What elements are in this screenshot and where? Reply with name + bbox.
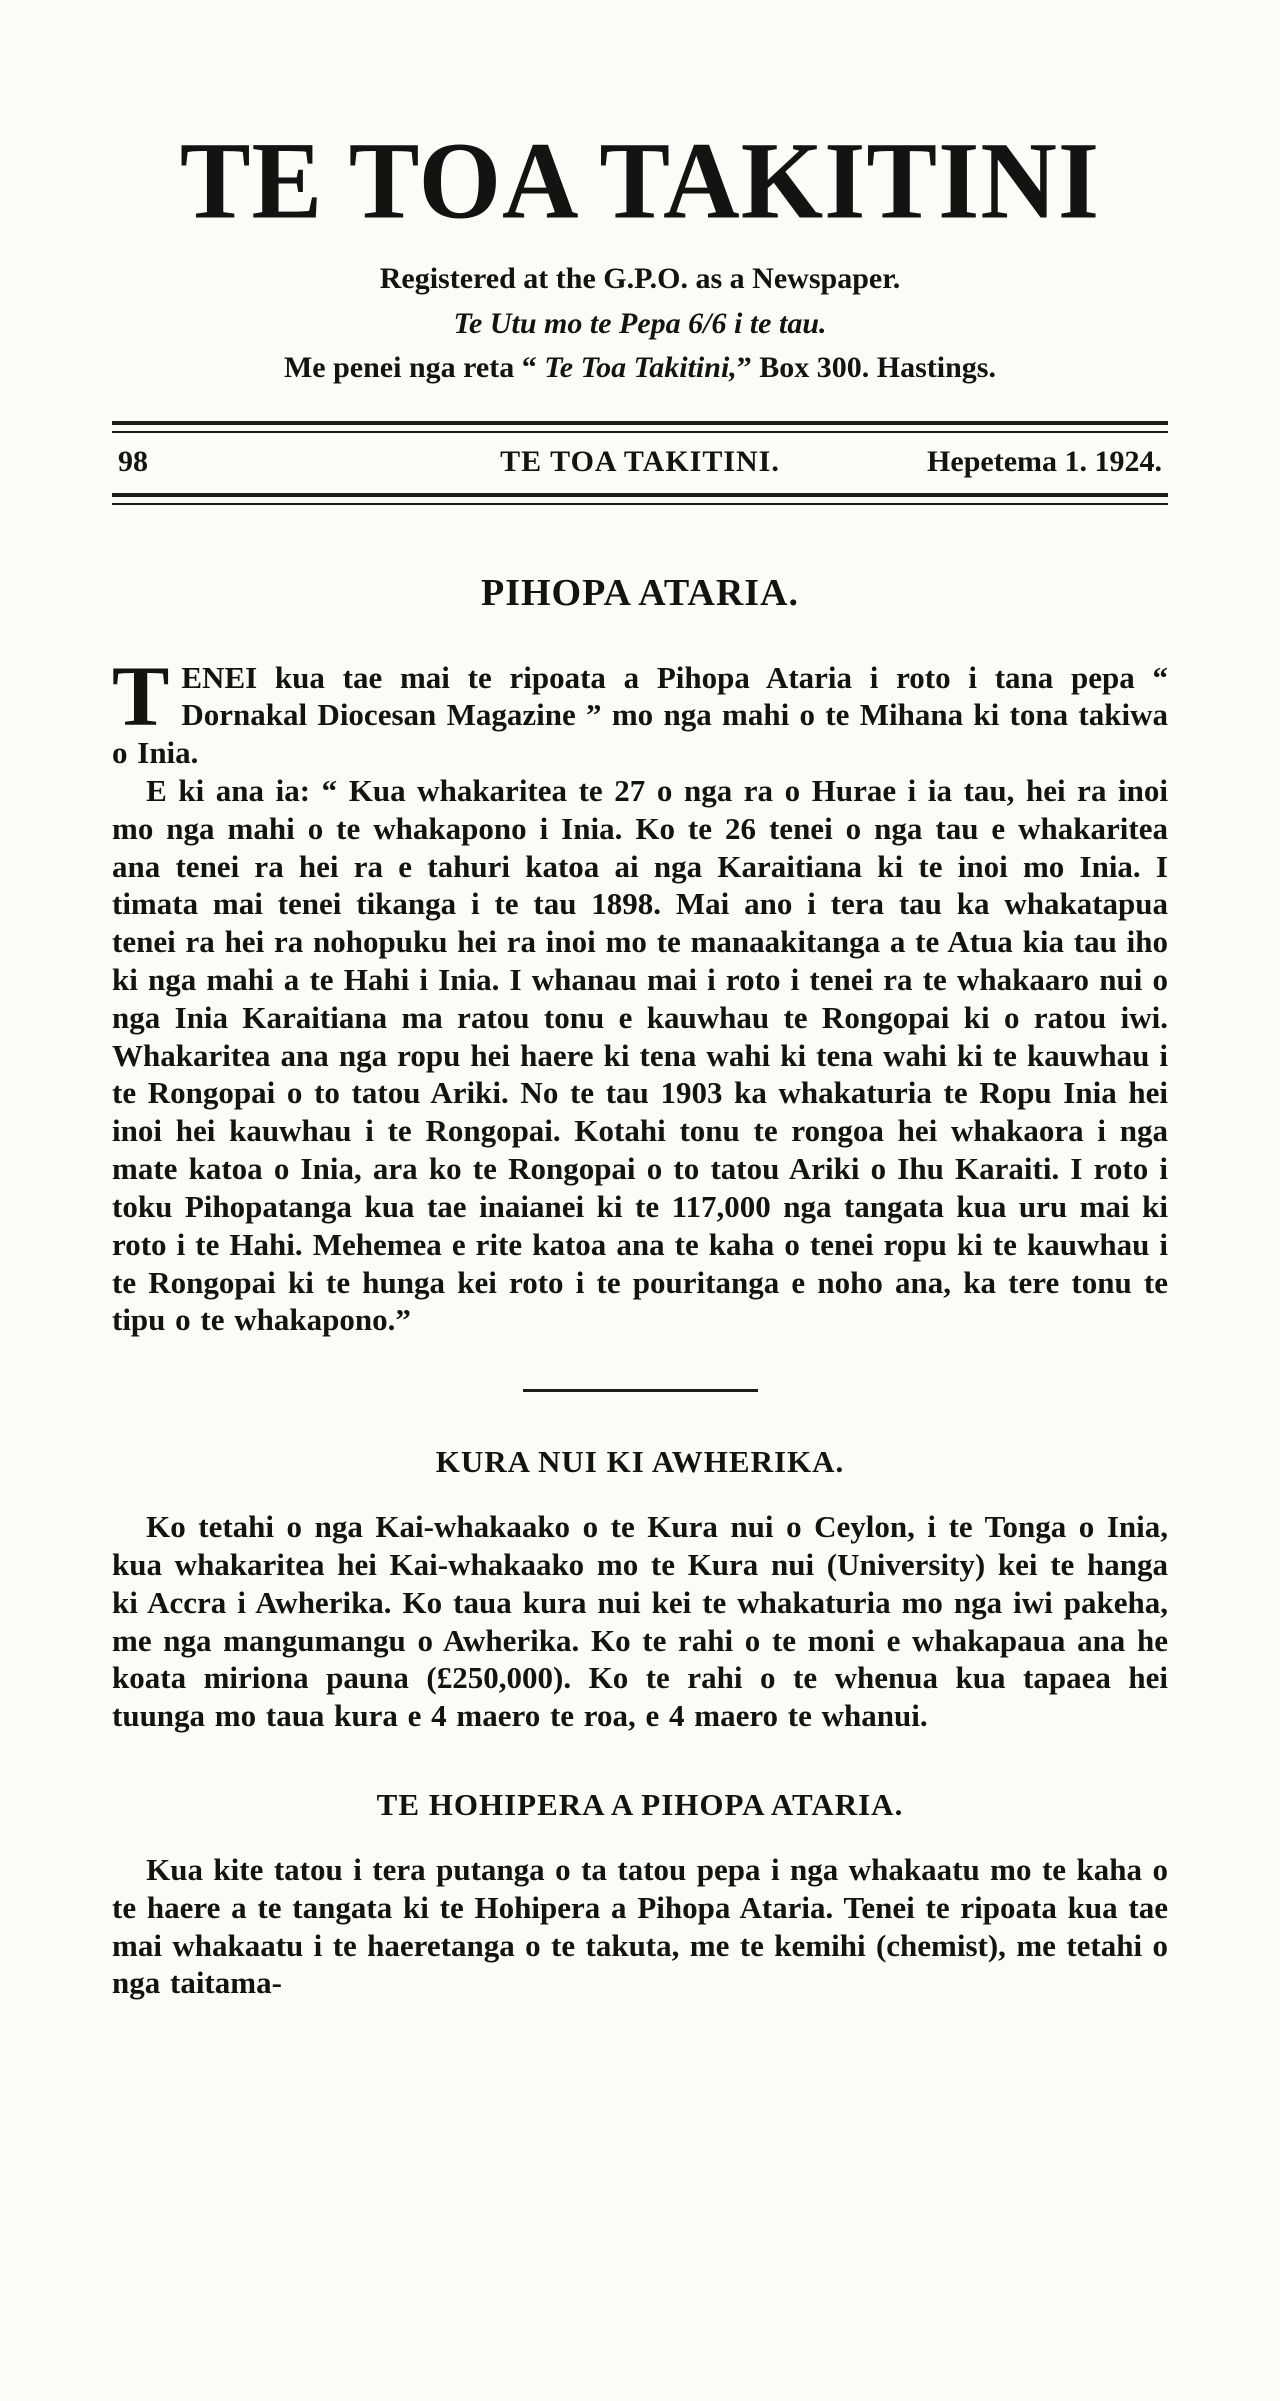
article-pihopa-ataria <box>112 571 1168 1340</box>
section-divider <box>523 1389 758 1392</box>
masthead <box>112 119 1168 387</box>
article-title-hohipera: TE HOHIPERA A PIHOPA ATARIA. <box>376 1787 904 1822</box>
registered-line: Registered at the G.P.O. as a Newspaper. <box>379 262 901 295</box>
page-number: 98 <box>118 444 148 478</box>
address-paper-name: Te Toa Takitini, <box>544 351 737 384</box>
top-rule <box>112 421 1168 433</box>
article-title-pihopa-ataria: PIHOPA ATARIA. <box>480 571 800 614</box>
price-line: Te Utu mo te Pepa 6/6 i te tau. <box>453 306 827 340</box>
lead-text: ENEI kua tae mai te ripoata a Pihopa Ataria i roto i tana pepa “ Dornakal Diocesan Magazine ” mo nga mahi o te Mihana ki tona takiwa o Inia. <box>112 659 1168 771</box>
dateline-rule <box>112 493 1168 505</box>
address-pre: Me penei nga reta “ <box>283 351 545 384</box>
article-paragraph <box>112 647 1168 772</box>
article-kura-nui <box>112 1444 1168 1735</box>
article-paragraph: Ko tetahi o nga Kai-whakaako o te Kura nui o Ceylon, i te Tonga o Inia, kua whakaritea hei Kai-whakaako mo te Kura nui (University) kei te hanga ki Accra i Awherika. Ko taua kura nui kei te whakaturia mo nga iwi pakeha, me nga mangumangu o Awherika. Ko te rahi o te moni e whakapaua ana he koata miriona pauna (£250,000). Ko te rahi o te whenua kua tapaea hei tuunga mo taua kura e 4 maero te roa, e 4 maero te whanui. <box>112 1509 1168 1734</box>
issue-date: Hepetema 1. 1924. <box>927 444 1162 478</box>
address-post: ” Box 300. Hastings. <box>736 351 996 384</box>
address-line <box>112 349 1168 387</box>
dateline <box>112 433 1168 493</box>
dropcap-letter: T <box>112 647 170 744</box>
article-title-kura-nui: KURA NUI KI AWHERIKA. <box>435 1444 845 1480</box>
article-paragraph: E ki ana ia: “ Kua whakaritea te 27 o nga ra o Hurae i ia tau, hei ra inoi mo nga mahi o te whakapono i Inia. Ko te 26 tenei o nga tau e whakaritea ana tenei ra hei ra e tahuri katoa ai nga Karaitiana ki te inoi mo Inia. I timata mai tenei tikanga i te tau 1898. Mai ano i tera tau ka whakatapua tenei ra hei ra nohopuku hei ra inoi mo te manaakitanga a te Atua kia tau iho ki nga mahi a te Hahi i Inia. I whanau mai i roto i tenei ra te whakaaro nui o nga Inia Karaitiana ma ratou tonu e kauwhau te Rongopai ki o ratou iwi. Whakaritea ana nga ropu hei haere ki tena wahi ki tena wahi ki te kauwhau i te Rongopai o to tatou Ariki. No te tau 1903 ka whakaturia te Ropu Inia hei inoi hei kauwhau i te Rongopai. Kotahi tonu te rongoa hei whakaora i nga mate katoa o Inia, ara ko te Rongopai o to tatou Ariki o Ihu Karaiti. I roto i toku Pihopatanga kua tae inaianei ki te 117,000 nga tangata kua uru mai ki roto i te Hahi. Mehemea e rite katoa ana te kaha o tenei ropu ki te kauwhau i te Rongopai ki te hunga kei roto i te pouritanga e noho ana, ka tere tonu te tipu o te whakapono.” <box>112 772 1168 1338</box>
masthead-title: TE TOA TAKITINI <box>179 119 1101 242</box>
article-hohipera <box>112 1787 1168 2002</box>
article-paragraph: Kua kite tatou i tera putanga o ta tatou pepa i nga whakaatu mo te kaha o te haere a te tangata ki te Hohipera a Pihopa Ataria. Tenei te ripoata kua tae mai whakaatu i te haeretanga o te takuta, me te kemihi (chemist), me tetahi o nga taitama- <box>112 1852 1168 2001</box>
dateline-paper-name: TE TOA TAKITINI. <box>500 444 780 478</box>
